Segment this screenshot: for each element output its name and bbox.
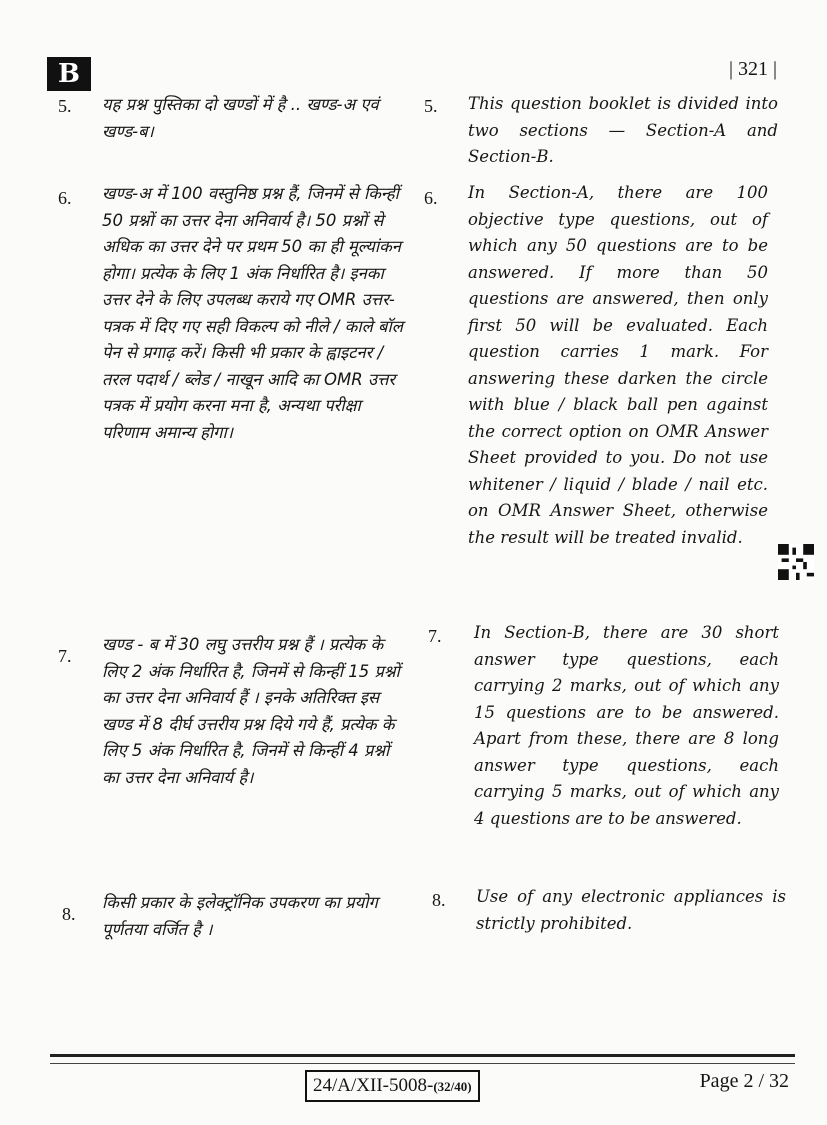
footer-rule-thin	[50, 1063, 795, 1064]
item-5-hindi: यह प्रश्न पुस्तिका दो खण्डों में है .. खण्ड-अ एवं खण्ड-ब।	[102, 95, 379, 141]
section-badge: B	[47, 57, 91, 91]
item-7-number-hindi: 7.	[58, 646, 72, 666]
item-6-number-english: 6.	[424, 188, 438, 208]
item-5-english: This question booklet is divided into two sections — Section-A and Section-B.	[468, 94, 778, 166]
page-number: Page 2 / 32	[699, 1070, 789, 1092]
item-5-number-english: 5.	[424, 96, 438, 116]
item-8-english: Use of any electronic appliances is strictly prohibited.	[476, 887, 786, 933]
qr-code-icon	[777, 544, 815, 580]
item-6-english: In Section-A, there are 100 objective type questions, out of which any 50 questions are to be answered. If more than 50 questions are answered, then only first 50 will be evaluated. Each question carries 1 mark. For answering these darken the circle with blue / black ball pen against the correct option on OMR Answer Sheet provided to you. Do not use whitener / liquid / blade / nail etc. on OMR Answer Sheet, otherwise the result will be treated invalid.	[468, 183, 768, 547]
booklet-code-main: 24/A/XII-5008-	[313, 1075, 434, 1096]
item-7-english: In Section-B, there are 30 short answer type questions, each carrying 2 marks, out of which any 15 questions are to be answered. Apart from these, there are 8 long answer type questions, each carrying 5 marks, out of which any 4 questions are to be answered.	[474, 623, 779, 828]
footer-rule	[50, 1054, 795, 1057]
item-5-number-hindi: 5.	[58, 96, 72, 116]
page-code: | 321 |	[728, 58, 777, 80]
item-7-hindi: खण्ड - ब में 30 लघु उत्तरीय प्रश्न हैं । प्रत्येक के लिए 2 अंक निर्धारित है, जिनमें से किन्हीं 15 प्रश्नों का उत्तर देना अनिवार्य हैं । इनके अतिरिक्त इस खण्ड में 8 दीर्घ उत्तरीय प्रश्न दिये गये हैं, प्रत्येक के लिए 5 अंक निर्धारित है, जिनमें से किन्हीं 4 प्रश्नों का उत्तर देना अनिवार्य है।	[102, 635, 400, 787]
item-6-hindi: खण्ड-अ में 100 वस्तुनिष्ठ प्रश्न हैं, जिनमें से किन्हीं 50 प्रश्नों का उत्तर देना अनिवार्य है। 50 प्रश्नों से अधिक का उत्तर देने पर प्रथम 50 का ही मूल्यांकन होगा। प्रत्येक के लिए 1 अंक निर्धारित है। इनका उत्तर देने के लिए उपलब्ध कराये गए OMR उत्तर-पत्रक में दिए गए सही विकल्प को नीले / काले बॉल पेन से प्रगाढ़ करें। किसी भी प्रकार के ह्वाइटनर / तरल पदार्थ / ब्लेड / नाखून आदि का OMR उत्तर पत्रक में प्रयोग करना मना है, अन्यथा परीक्षा परिणाम अमान्य होगा।	[102, 184, 403, 442]
booklet-code-small: (32/40)	[433, 1079, 472, 1094]
item-7-number-english: 7.	[428, 626, 442, 646]
item-8-hindi: किसी प्रकार के इलेक्ट्रॉनिक उपकरण का प्रयोग पूर्णतया वर्जित है ।	[102, 893, 378, 939]
item-8-number-english: 8.	[432, 890, 446, 910]
item-6-number-hindi: 6.	[58, 188, 72, 208]
booklet-code	[305, 1070, 480, 1102]
item-8-number-hindi: 8.	[62, 904, 76, 924]
